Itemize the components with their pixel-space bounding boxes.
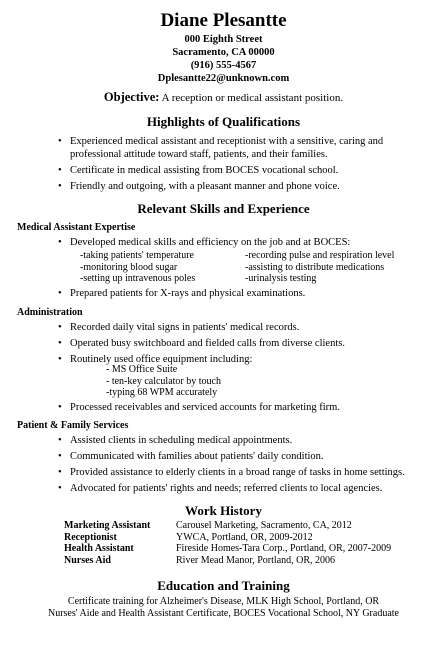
equipment-item: -typing 68 WPM accurately	[106, 387, 218, 398]
medical-list-2	[58, 287, 418, 303]
contact-block	[0, 33, 447, 85]
objective-label: Objective:	[103, 90, 160, 104]
job-detail: River Mead Manor, Portland, OR, 2006	[176, 554, 336, 566]
table-row	[64, 532, 414, 544]
list-item: • Processed receivables and serviced accounts for marketing firm.	[58, 401, 418, 414]
table-row	[64, 555, 414, 567]
list-item: • Certificate in medical assisting from BOCES vocational school.	[58, 164, 393, 177]
medical-skills-right	[245, 250, 394, 285]
phone-number: (916) 555-4567	[190, 60, 257, 71]
table-row	[64, 520, 414, 532]
table-row	[64, 543, 414, 555]
highlights-heading: Highlights of Qualifications	[146, 114, 301, 129]
list-item: • Friendly and outgoing, with a pleasant manner and phone voice.	[58, 180, 393, 193]
administration-list	[58, 321, 418, 369]
education-line-1: Certificate training for Alzheimer's Disease, MLK High School, Portland, OR	[67, 596, 380, 607]
skill-item: -assisting to distribute medications	[245, 261, 385, 273]
medical-expertise-title: Medical Assistant Expertise	[17, 222, 136, 233]
equipment-list	[106, 364, 221, 399]
skill-item: -taking patients' temperature	[80, 250, 194, 261]
equipment-item: - MS Office Suite	[106, 364, 178, 375]
education-block	[0, 596, 447, 620]
skills-heading: Relevant Skills and Experience	[137, 201, 310, 216]
highlights-list	[58, 135, 393, 196]
skill-item: -setting up intravenous poles	[80, 273, 196, 284]
candidate-name: Diane Plesantte	[160, 10, 287, 31]
job-title: Health Assistant	[64, 543, 134, 554]
job-detail: YWCA, Portland, OR, 2009-2012	[176, 531, 313, 543]
objective-text: A reception or medical assistant position.	[161, 92, 344, 104]
patient-services-list	[58, 434, 428, 498]
objective-line	[0, 90, 447, 105]
email-address: Dplesantte22@unknown.com	[157, 73, 290, 84]
job-title: Nurses Aid	[64, 554, 111, 566]
administration-title: Administration	[17, 307, 83, 318]
equipment-item: - ten-key calculator by touch	[106, 375, 221, 387]
skill-item: -monitoring blood sugar	[80, 261, 178, 273]
education-heading: Education and Training	[157, 578, 290, 593]
patient-services-title: Patient & Family Services	[17, 420, 129, 431]
education-line-2: Nurses' Aide and Health Assistant Certificate, BOCES Vocational School, NY Graduate	[47, 608, 399, 619]
work-history-table	[64, 520, 414, 566]
list-item: • Developed medical skills and efficiency on the job and at BOCES:	[58, 236, 418, 249]
work-history-heading: Work History	[185, 503, 262, 518]
list-item: • Assisted clients in scheduling medical appointments.	[58, 434, 428, 447]
list-item: • Recorded daily vital signs in patients' medical records.	[58, 321, 418, 334]
medical-skills-left	[80, 250, 195, 285]
list-item: • Operated busy switchboard and fielded calls from diverse clients.	[58, 337, 418, 350]
list-item: • Communicated with families about patients' daily condition.	[58, 450, 428, 463]
job-title: Marketing Assistant	[64, 520, 151, 531]
medical-skills-grid	[80, 250, 420, 285]
job-title: Receptionist	[64, 531, 117, 543]
list-item: • Provided assistance to elderly clients in a broad range of tasks in home settings.	[58, 466, 428, 479]
address-line-1: 000 Eighth Street	[184, 34, 263, 45]
list-item: • Experienced medical assistant and receptionist with a sensitive, caring and professional attitude toward staff, patients, and their families.	[58, 135, 393, 161]
job-detail: Carousel Marketing, Sacramento, CA, 2012	[176, 520, 352, 531]
list-item: • Prepared patients for X-rays and physical examinations.	[58, 287, 418, 300]
skill-item: -urinalysis testing	[245, 273, 317, 284]
address-line-2: Sacramento, CA 00000	[172, 47, 275, 58]
skill-item: -recording pulse and respiration level	[245, 250, 395, 261]
list-item: • Routinely used office equipment including:	[58, 353, 418, 366]
administration-list-2	[58, 401, 418, 417]
job-detail: Fireside Homes-Tara Corp., Portland, OR, 2007-2009	[176, 543, 392, 554]
list-item: • Advocated for patients' rights and needs; referred clients to local agencies.	[58, 482, 428, 495]
